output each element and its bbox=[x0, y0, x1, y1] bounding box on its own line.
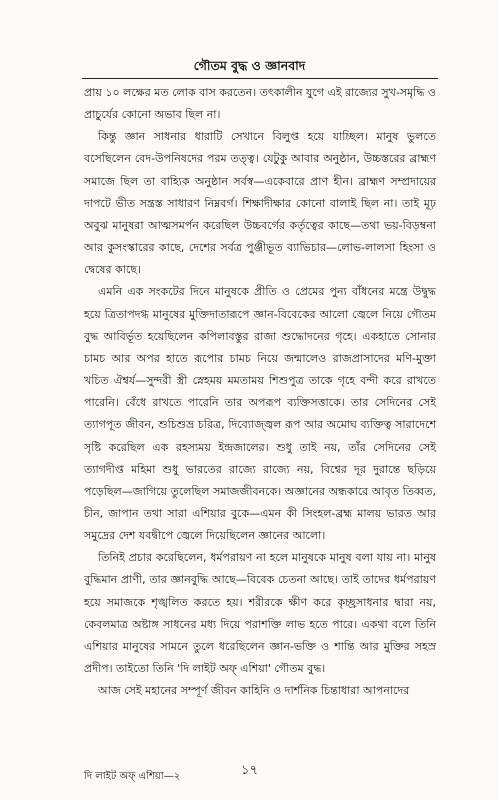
paragraph-1: প্রায় ১০ লক্ষের মত লোক বাস করতেন। তৎকালীন যুগে এই রাজ্যের সুখ-সমৃদ্ধি ও প্রাচুর্যের কোনো অভাব ছিল না। bbox=[84, 86, 436, 122]
footer-signature: দি লাইট অফ্ এশিয়া—২ bbox=[84, 771, 181, 782]
page-number: ১৭ bbox=[241, 763, 258, 778]
body-text bbox=[84, 82, 436, 702]
paragraph-2: কিন্তু জ্ঞান সাধনার ধারাটি সেখানে বিলুপ্ত হয়ে যাচ্ছিল। মানুষ ভুলতে বসেছিলেন বেদ-উপনিষদের পরম তত্ত্ব। যেটুকু আবার অনুষ্ঠান, উচ্চস্তরের ব্রাহ্মণ সমাজে ছিল তা বাহ্যিক অনুষ্ঠান সর্বস্ব—একেবারে প্রাণ হীন। ব্রাহ্মণ সম্প্রদায়ের দাপটে ভীত সন্ত্রস্ত সাধারণ নিম্নবর্গ। শিক্ষাদীক্ষার কোনো বালাই ছিল না। তাই মূঢ় অবুঝ মানুষরা আত্মসমর্পন করেছিল উচ্চবর্গের কর্তৃত্বের কাছে—তথা ভয়-বিড়ম্বনা আর কুসংস্কারের কাছে, দেশের সর্বত্র পুঞ্জীভূত ব্যাভিচার—লোভ-লালসা হিংসা ও দ্বেষের কাছে। bbox=[84, 130, 436, 277]
page-header-title: গৌতম বুদ্ধ ও জ্ঞানবাদ bbox=[193, 58, 306, 73]
paragraph-4: তিনিই প্রচার করেছিলেন, ধর্মপরায়ণ না হলে মানুষকে মানুষ বলা যায় না। মানুষ বুদ্ধিমান প্রাণী, তার জ্ঞানবুদ্ধি আছে—বিবেক চেতনা আছে। তাই তাদের ধর্মপরায়ণ হয়ে সমাজকে শৃঙ্খলিত করতে হয়। শরীরকে ক্ষীণ করে কৃচ্ছ্রসাধনার দ্বারা নয়, কেবলমাত্র অষ্টাঙ্গ সাধনের মধ্য দিয়ে পরাশক্তি লাভ হতে পারে। একথা বলে তিনি এশিয়ার মানুষের সামনে তুলে ধরেছিলেন জ্ঞান-ভক্তি ও শান্তি আর মুক্তির সহস্র প্রদীপ। তাইতো তিনি 'দি লাইট অফ্ এশিয়া' গৌতম বুদ্ধ। bbox=[84, 551, 436, 676]
paragraph-5: আজ সেই মহানের সম্পূর্ণ জীবন কাহিনি ও দার্শনিক চিন্তাধারা আপনাদের bbox=[98, 684, 410, 698]
paragraph-3: এমনি এক সংকটের দিনে মানুষকে প্রীতি ও প্রেমের পুন্য বাঁধনের মন্ত্রে উদ্বুদ্ধ হয়ে ত্রিতাপদগ্ধ মানুষের মুক্তিদাতারূপে জ্ঞান-বিবেকের আলো জ্বেলে নিয়ে গৌতম বুদ্ধ আবির্ভূত হয়েছিলেন কপিলাবস্তুর রাজা শুদ্ধোদনের গৃহে। একহাতে সোনার চামচ আর অপর হাতে রূপোর চামচ নিয়ে জন্মালেও রাজপ্রাসাদের মণি-মুক্তা খচিত ঐশ্বর্য—সুন্দরী স্ত্রী স্নেহময় মমতাময় শিশুপুত্র তাকে গৃহে বন্দী করে রাখতে পারেনি। বেঁধে রাখতে পারেনি তার অপরূপ ব্যক্তিসত্তাকে। তার সেদিনের সেই ত্যাগপূত জীবন, শুচিশুভ্র চরিত্র, দিব্যোজ্জ্বল রূপ আর অমোঘ ব্যক্তিত্ব সারাদেশে সৃষ্টি করেছিল এক রহস্যময় ইন্দ্রজালের। শুধু তাই নয়, তাঁর সেদিনের সেই ত্যাগদীপ্ত মহিমা শুধু ভারতের রাজ্যে রাজ্যে নয়, বিশ্বের দূর দুরান্তে ছড়িয়ে পড়েছিল—জাগিয়ে তুলেছিল সমাজজীবনকে। অজ্ঞানের অন্ধকারে আবৃত তিব্বত, চীন, জাপান তথা সারা এশিয়ার বুকে—এমন কী সিংহল-ব্রহ্ম মালয় ভারত আর সমুদ্রের দেশ যবদ্বীপে জ্বেলে দিয়েছিলেন জ্ঞানের আলো। bbox=[84, 285, 436, 543]
header-divider bbox=[82, 78, 438, 79]
